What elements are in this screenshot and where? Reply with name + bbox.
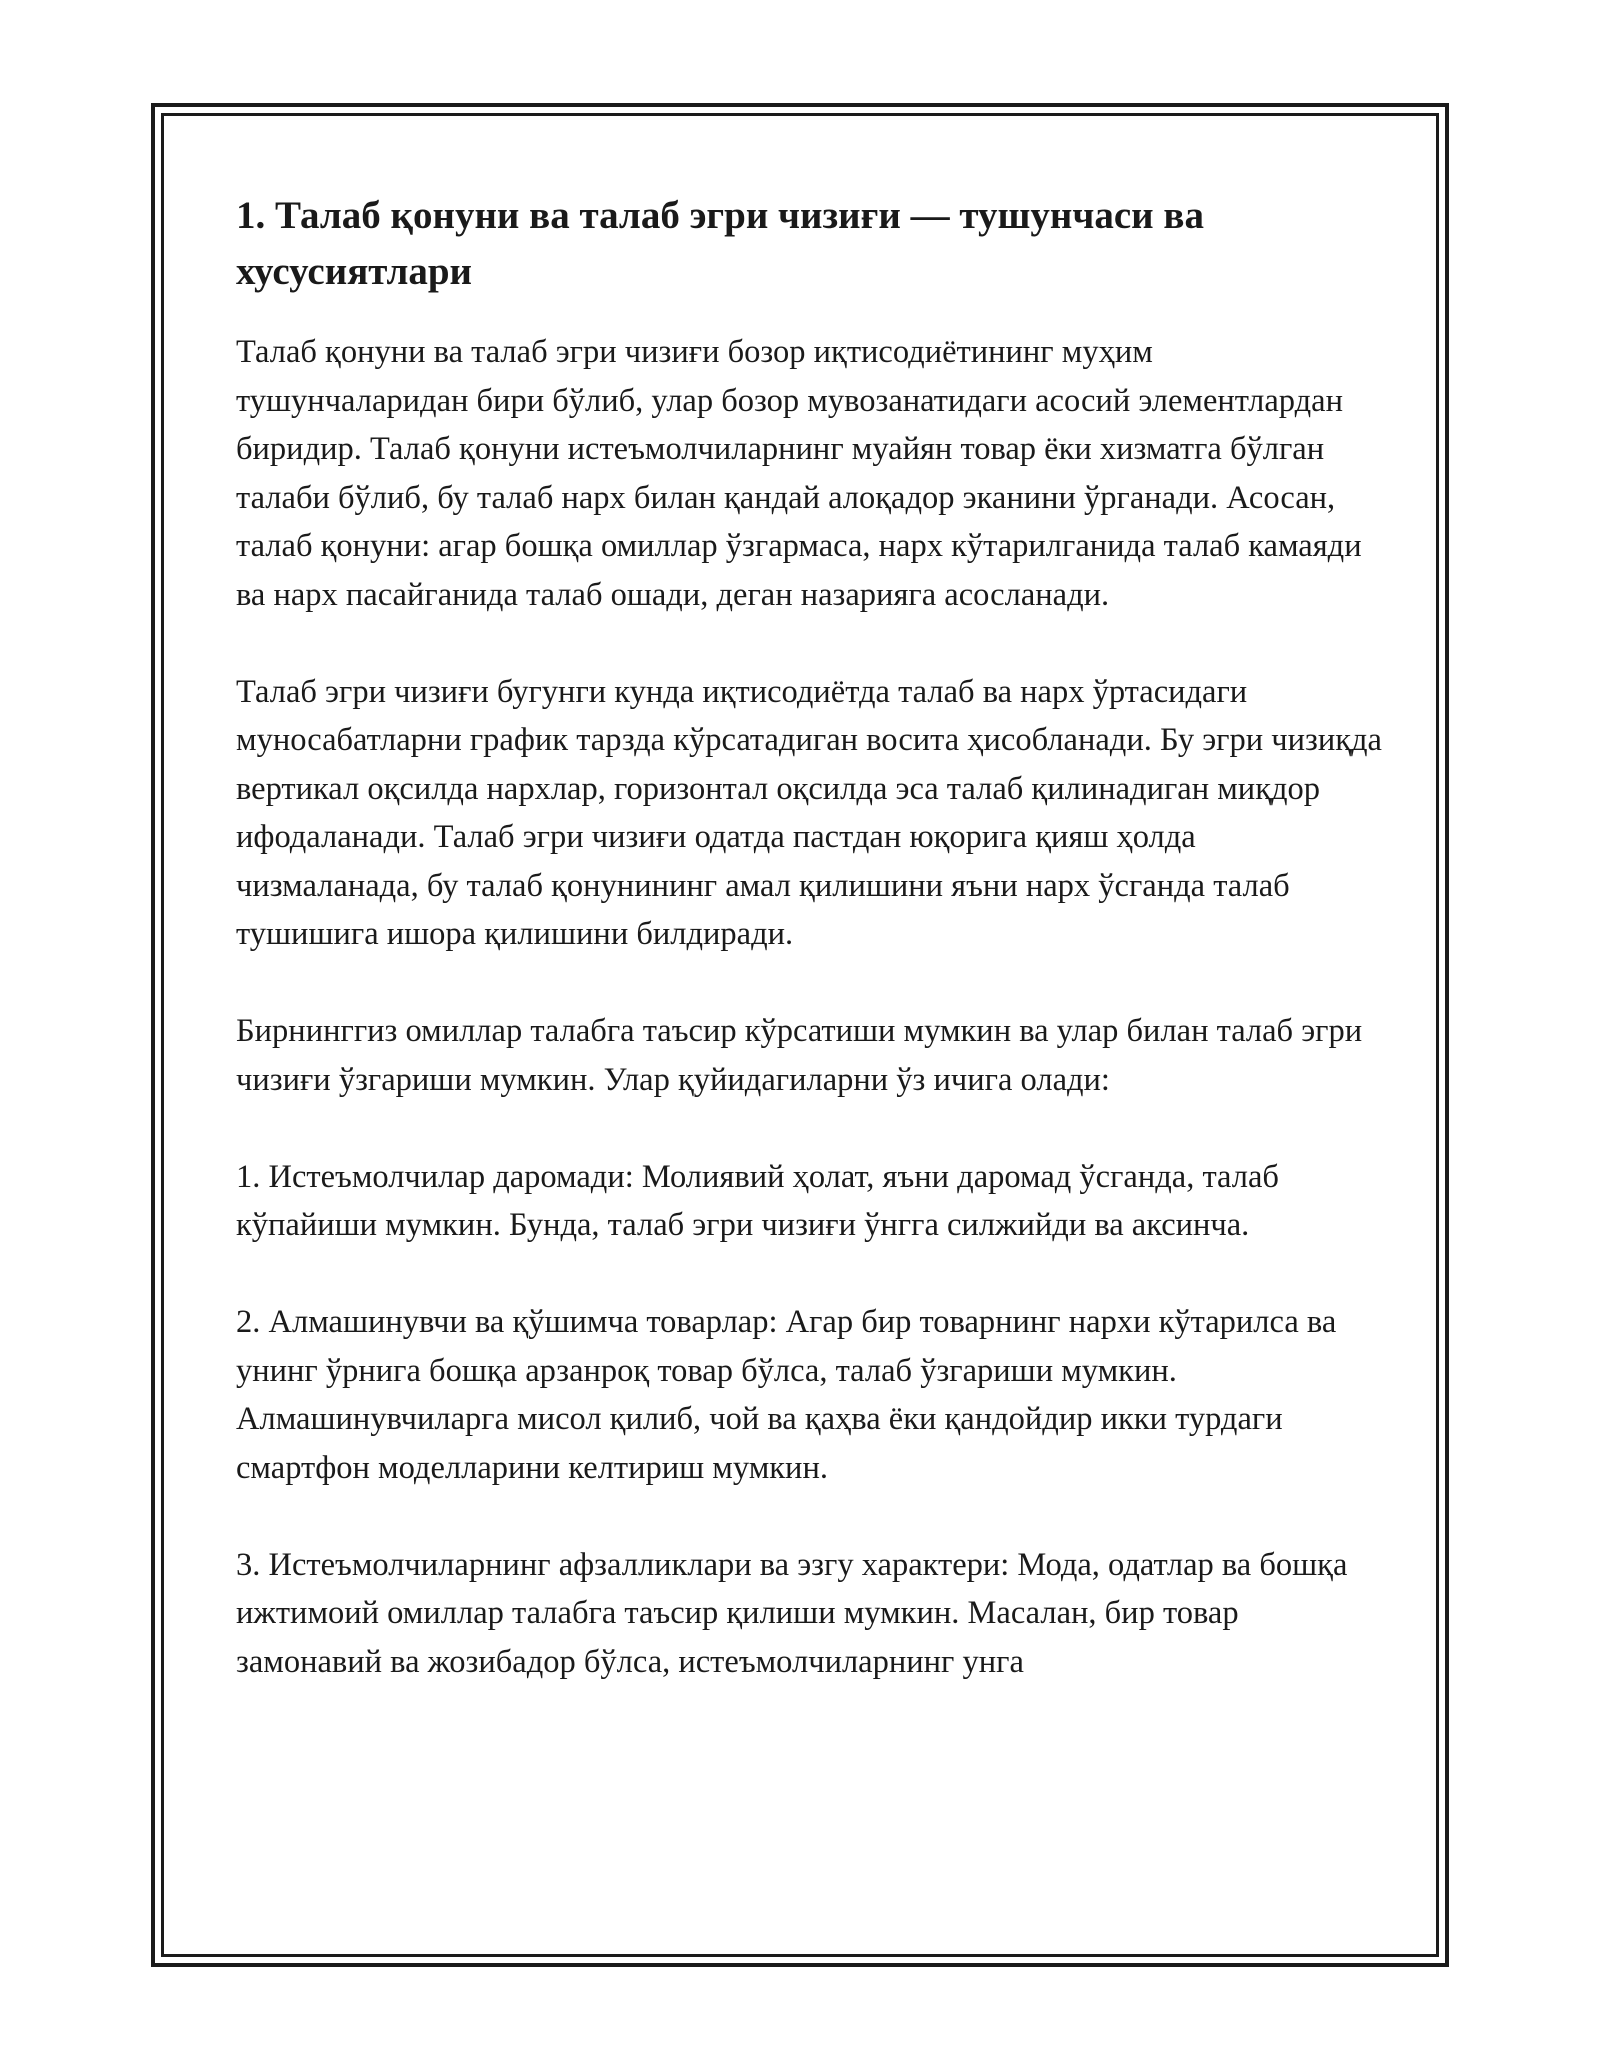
document-body: [236, 188, 1386, 1735]
paragraph-demand-law: Талаб қонуни ва талаб эгри чизиғи бозор иқтисодиётининг муҳим тушунчаларидан бири бўлиб, улар бозор мувозанатидаги асосий элементлардан биридир. Талаб қонуни истеъмолчиларнинг муайян товар ёки хизматга бўлган талаби бўлиб, бу талаб нарх билан қандай алоқадор эканини ўрганади. Асосан, талаб қонуни: агар бошқа омиллар ўзгармаса, нарх кўтарилганида талаб камаяди ва нарх пасайганида талаб ошади, деган назарияга асосланади.: [236, 334, 1362, 613]
paragraph-factor-preferences: 3. Истеъмолчиларнинг афзалликлари ва эзгу характери: Мода, одатлар ва бошқа ижтимоий омиллар талабга таъсир қилиши мумкин. Масалан, бир товар замонавий ва жозибадор бўлса, истеъмолчиларнинг унга: [236, 1546, 1348, 1680]
paragraph-factor-substitutes: 2. Алмашинувчи ва қўшимча товарлар: Агар бир товарнинг нархи кўтарилса ва унинг ўрнига бошқа арзанроқ товар бўлса, талаб ўзгариши мумкин. Алмашинувчиларга мисол қилиб, чой ва қаҳва ёки қандойдир икки турдаги смартфон моделларини келтириш мумкин.: [236, 1304, 1337, 1486]
paragraph-demand-curve: Талаб эгри чизиғи бугунги кунда иқтисодиётда талаб ва нарх ўртасидаги муносабатларни график тарзда кўрсатадиган восита ҳисобланади. Бу эгри чизиқда вертикал оқсилда нархлар, горизонтал оқсилда эса талаб қилинадиган миқдор ифодаланади. Талаб эгри чизиғи одатда пастдан юқорига қияш ҳолда чизмаланада, бу талаб қонунининг амал қилишини яъни нарх ўсганда талаб тушишига ишора қилишини билдиради.: [236, 673, 1382, 952]
paragraph-factor-income: 1. Истеъмолчилар даромади: Молиявий ҳолат, яъни даромад ўсганда, талаб кўпайиши мумкин. Бунда, талаб эгри чизиғи ўнгга силжийди ва аксинча.: [236, 1158, 1279, 1243]
section-title: 1. Талаб қонуни ва талаб эгри чизиғи — тушунчаси ва хусусиятлари: [236, 194, 1204, 293]
paragraph-factors-intro: Бирнинггиз омиллар талабга таъсир кўрсатиши мумкин ва улар билан талаб эгри чизиғи ўзгариши мумкин. Улар қуйидагиларни ўз ичига олади:: [236, 1013, 1363, 1098]
